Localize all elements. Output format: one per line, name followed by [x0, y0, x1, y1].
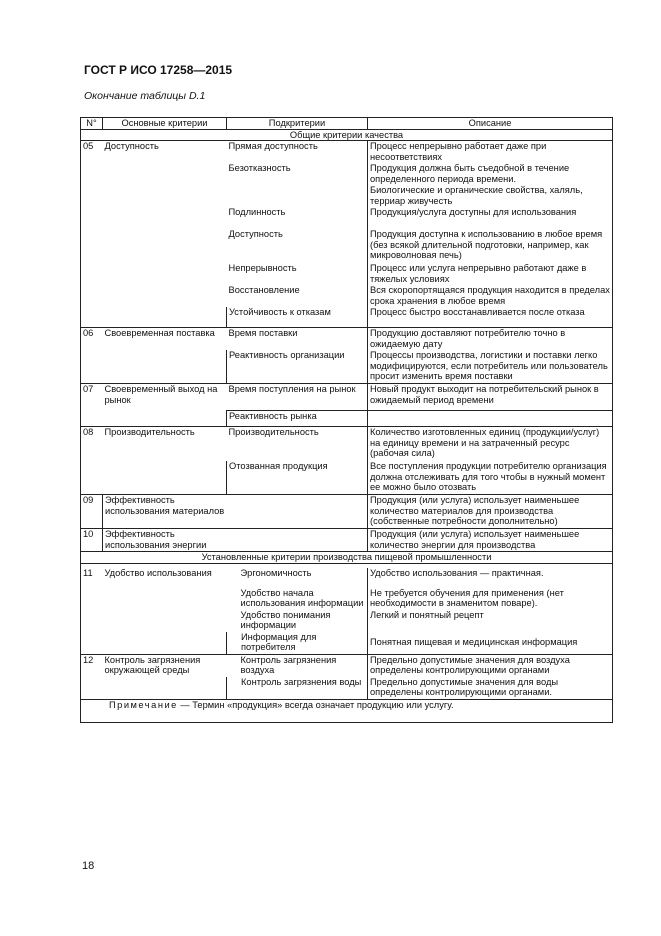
row-subcriteria: Подлинность: [227, 207, 368, 229]
note-label: Примечание: [109, 699, 178, 710]
criteria-table: [80, 117, 612, 723]
row-subcriteria: Время поставки: [227, 328, 368, 351]
row-number: 09: [81, 495, 103, 529]
row-description: Удобство использования — практичная.: [368, 568, 613, 588]
page-number: 18: [82, 860, 95, 872]
table-row: [81, 185, 613, 207]
column-header-subcriteria: Подкритерии: [227, 118, 368, 130]
table-row: [81, 568, 613, 588]
table-note: [81, 699, 613, 722]
table-header-row: [81, 118, 613, 130]
row-criteria: Своевременная поставка: [103, 328, 227, 351]
row-subcriteria: Контроль загрязнения воздуха: [227, 654, 368, 677]
column-header-description: Описание: [368, 118, 613, 130]
row-number: 12: [81, 654, 103, 677]
column-header-number: N°: [81, 118, 103, 130]
row-number: 05: [81, 141, 103, 164]
row-criteria: Своевременный выход на рынок: [103, 384, 227, 411]
row-description: Предельно допустимые значения для воды определены контролирующими органами.: [368, 677, 613, 700]
row-subcriteria: Безотказность: [227, 163, 368, 185]
table-row: [81, 410, 613, 427]
row-description: Процесс непрерывно работает даже при несоответствиях: [368, 141, 613, 164]
table-row: [81, 588, 613, 610]
row-description: Продукция (или услуга) использует наименьшее количество энергии для производства: [368, 529, 613, 552]
note-text: — Термин «продукция» всегда означает продукцию или услугу.: [177, 699, 454, 710]
row-criteria: Производительность: [103, 427, 227, 462]
row-number: 06: [81, 328, 103, 351]
row-subcriteria: Отозванная продукция: [227, 461, 368, 495]
row-number: 07: [81, 384, 103, 411]
row-subcriteria: Реактивность рынка: [227, 410, 368, 427]
row-description: Продукция/услуга доступны для использования: [368, 207, 613, 229]
row-subcriteria: Время поступления на рынок: [227, 384, 368, 411]
table-row: [81, 307, 613, 328]
table-row: [81, 328, 613, 351]
table-row: [81, 632, 613, 655]
section-title: Установленные критерии производства пищевой промышленности: [81, 552, 613, 564]
row-description: Продукция (или услуга) использует наименьшее количество материалов для производства (собственные потребности дополнительно): [368, 495, 613, 529]
row-subcriteria: Реактивность организации: [227, 350, 368, 384]
row-description: Понятная пищевая и медицинская информация: [368, 632, 613, 655]
row-subcriteria: Информация для потребителя: [227, 632, 368, 655]
column-header-main-criteria: Основные критерии: [103, 118, 227, 130]
row-subcriteria: Контроль загрязнения воды: [227, 677, 368, 700]
table-note-row: [81, 699, 613, 722]
table-row: [81, 207, 613, 229]
section-general-quality: [81, 129, 613, 141]
row-description: Процесс или услуга непрерывно работают даже в тяжелых условиях: [368, 263, 613, 285]
table-row: [81, 141, 613, 164]
row-description: Новый продукт выходит на потребительский рынок в ожидаемый период времени: [368, 384, 613, 411]
table-row: [81, 350, 613, 384]
row-subcriteria: Прямая доступность: [227, 141, 368, 164]
table-row: [81, 384, 613, 411]
row-subcriteria: Устойчивость к отказам: [227, 307, 368, 328]
row-criteria: Доступность: [104, 141, 159, 152]
row-description: Вся скоропортящаяся продукция находится в пределах срока хранения в любое время: [368, 285, 613, 307]
row-description: Продукция доступна к использованию в любое время (без всякой длительной подготовки, например, как микроволновая печь): [368, 229, 613, 263]
row-description: Продукцию доставляют потребителю точно в ожидаемую дату: [368, 328, 613, 351]
section-title: Общие критерии качества: [81, 129, 613, 141]
row-criteria: Эффективность использования материалов: [103, 495, 227, 529]
row-criteria: Удобство использования: [104, 567, 212, 578]
row-number: 11: [81, 568, 103, 588]
row-description: [368, 410, 613, 427]
row-description: Количество изготовленных единиц (продукции/услуг) на единицу времени и на затраченный ресурс (рабочая сила): [368, 427, 613, 462]
table-row: [81, 285, 613, 307]
row-description: Легкий и понятный рецепт: [368, 610, 613, 632]
table-row: [81, 610, 613, 632]
table-row: [81, 677, 613, 700]
row-subcriteria: Удобство начала использования информации: [227, 588, 368, 610]
row-criteria: Эффективность использования энергии: [103, 529, 227, 552]
table-continuation-caption: Окончание таблицы D.1: [84, 90, 206, 102]
row-description: Продукция должна быть съедобной в течение определенного периода времени.: [368, 163, 613, 185]
row-description: Предельно допустимые значения для воздуха определены контролирующими органами: [368, 654, 613, 677]
table-row: [81, 529, 613, 552]
row-number: 10: [81, 529, 103, 552]
row-description: Не требуется обучения для применения (нет необходимости в знаменитом поваре).: [368, 588, 613, 610]
section-food-industry: [81, 552, 613, 564]
table-row: [81, 229, 613, 263]
row-subcriteria: Восстановление: [227, 285, 368, 307]
table-row: [81, 495, 613, 529]
table-row: [81, 654, 613, 677]
row-criteria: Контроль загрязнения окружающей среды: [103, 654, 227, 677]
table-row: [81, 461, 613, 495]
row-description: Процесс быстро восстанавливается после отказа: [368, 307, 613, 328]
row-subcriteria: Эргономичность: [227, 568, 368, 588]
table-row: [81, 163, 613, 185]
row-description: Процессы производства, логистики и поставки легко модифицируются, если потребитель или пользователь просит изменить время поставки: [368, 350, 613, 384]
row-description: Биологические и органические свойства, халяль, терриар живучесть: [368, 185, 613, 207]
row-subcriteria: Доступность: [227, 229, 368, 263]
table-row: [81, 427, 613, 462]
row-subcriteria: Производительность: [227, 427, 368, 462]
table-row: [81, 263, 613, 285]
row-description: Все поступления продукции потребителю организация должна отслеживать для того чтобы в нужный момент ее можно было отозвать: [368, 461, 613, 495]
row-subcriteria: Непрерывность: [227, 263, 368, 285]
row-number: 08: [81, 427, 103, 462]
row-subcriteria: Удобство понимания информации: [227, 610, 368, 632]
document-title: ГОСТ Р ИСО 17258—2015: [84, 63, 233, 77]
